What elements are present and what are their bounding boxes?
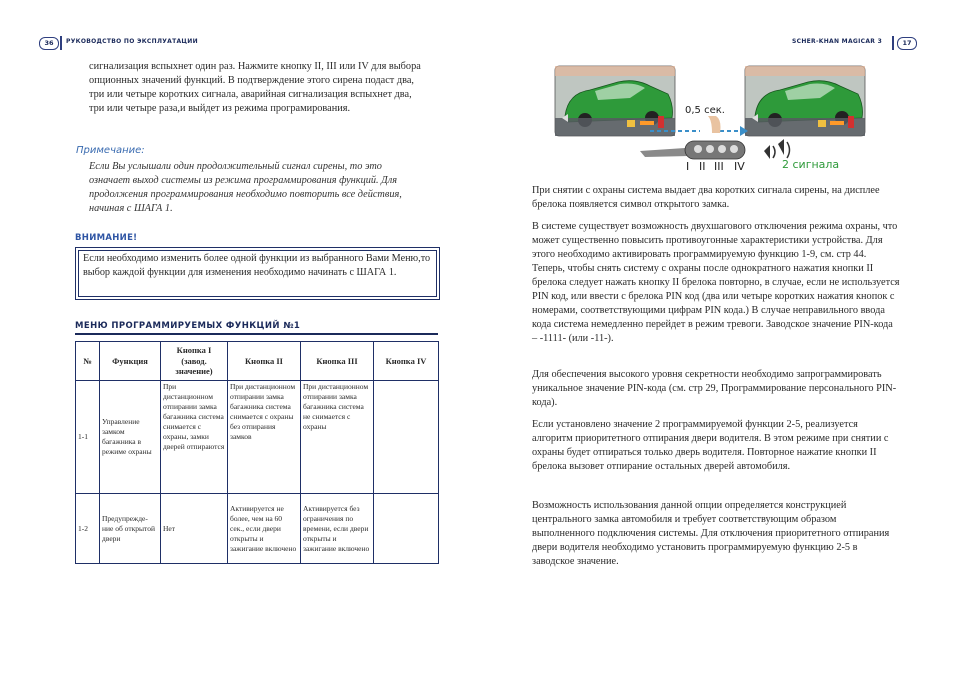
right-page-number: 17 [897, 37, 917, 50]
finger-icon [708, 116, 721, 133]
table-header-row [76, 342, 439, 381]
warning-heading: ВНИМАНИЕ! [75, 233, 138, 243]
siren-icon [764, 139, 790, 159]
table-cell: Предупрежде-ние об открытой двери [100, 494, 161, 564]
menu-heading-underline [75, 333, 438, 335]
menu-heading: МЕНЮ ПРОГРАММИРУЕМЫХ ФУНКЦИЙ №1 [75, 321, 301, 331]
fob-button-label: III [714, 160, 724, 173]
lock-icon [627, 120, 635, 127]
fob-button-label: I [686, 160, 690, 173]
table-cell: Активируется без ограничения по времени, если двери открыты и зажигание включено [301, 494, 374, 564]
header-divider [892, 36, 894, 50]
table-row [76, 381, 439, 494]
functions-table [75, 341, 439, 564]
table-cell [374, 381, 439, 494]
paragraph: Для обеспечения высокого уровня секретности необходимо запрограммировать уникальное значение PIN-кода (см. стр 29, Программирование персонального PIN-кода). [532, 369, 897, 408]
battery-icon [658, 116, 664, 128]
paragraph: Если установлено значение 2 программируемой функции 2-5, реализуется алгоритм приоритетного отпирания двери водителя. В этом режиме при снятии с охраны будет отпираться только дверь водителя. Повторное нажатие кнопки II брелока вызовет отпирание остальных дверей автомобиля. [532, 419, 889, 472]
table-header: № [76, 342, 100, 381]
car-locked-panel [555, 66, 675, 136]
table-cell: 1-2 [76, 494, 100, 564]
paragraph: В системе существует возможность двухшагового отключения режима охраны, что может существенно повысить противоугонные характеристики устройства. Для этого необходимо активировать программируемую функцию 1-9, см. стр 44. Теперь, чтобы снять систему с охраны после однократного нажатия кнопки II брелока следует нажать кнопку II брелока повторно, в случае, если не используется PIN код, или ввести с брелока PIN код (два или четыре коротких нажатия кнопок с номерами, соответствующими цифрам PIN кода.) В случае неправильного ввода кода система немедленно перейдет в режим тревоги. Заводское значение PIN-кода – -1111- (или -11-). [532, 221, 900, 344]
left-page-number: 36 [39, 37, 59, 50]
table-header: Кнопка I (завод. значение) [161, 342, 228, 381]
table-cell: Нет [161, 494, 228, 564]
warning-box [75, 247, 440, 300]
table-cell: Активируется не более, чем на 60 сек., если двери открыты и зажигание включено [228, 494, 301, 564]
table-header: Кнопка III [301, 342, 374, 381]
note-heading: Примечание: [76, 145, 145, 156]
table-header: Кнопка IV [374, 342, 439, 381]
note-text: Если Вы услышали один продолжительный сигнал сирены, то это означает выход системы из режима программирования функций. Для продолжения программирования необходимо повторить все действия, начиная с ШАГА 1. [89, 161, 402, 214]
paragraph: При снятии с охраны система выдает два коротких сигнала сирены, на дисплее брелока появляется символ открытого замка. [532, 185, 880, 210]
table-cell: 1-1 [76, 381, 100, 494]
signal-count-label: 2 сигнала [782, 158, 840, 171]
car-unlocked-panel [745, 66, 865, 136]
table-header: Кнопка II [228, 342, 301, 381]
table-cell: При дистанционном отпирании замка багажника система снимается с охраны, замки дверей отпираются [161, 381, 228, 494]
warning-text: Если необходимо изменить более одной функции из выбранного Вами Меню,то выбор каждой функции для изменения необходимо начинать с ШАГА 1. [78, 250, 437, 297]
left-header-title: РУКОВОДСТВО ПО ЭКСПЛУАТАЦИИ [66, 38, 198, 45]
table-cell [374, 494, 439, 564]
table-cell: При дистанционном отпирании замка багажника система снимается с охраны без отпирания замков [228, 381, 301, 494]
fob-button-label: IV [734, 160, 745, 173]
table-cell: При дистанционном отпирании замка багажника система не снимается с охраны [301, 381, 374, 494]
fob-button-label: II [699, 160, 706, 173]
delay-label: 0,5 сек. [685, 105, 725, 116]
table-cell: Управление замком багажника в режиме охраны [100, 381, 161, 494]
table-row [76, 494, 439, 564]
disarm-illustration [540, 58, 895, 178]
paragraph: Возможность использования данной опции определяется конструкцией центрального замка автомобиля и требует соответствующим образом выполненного подключения системы. Для отключения приоритетного отпирания двери водителя необходимо установить программируемую функцию 2-5 в заводское значение. [532, 500, 890, 567]
unlock-icon [818, 120, 826, 127]
table-header: Функция [100, 342, 161, 381]
right-header-title: SCHER-KHAN MAGICAR 3 [792, 38, 883, 45]
intro-paragraph: сигнализация вспыхнет один раз. Нажмите кнопку II, III или IV для выбора опционных значений функций. В подтверждение этого сирена подаст два, три или четыре коротких сигнала, аварийная сигнализация вспыхнет два, три или четыре раза,и выйдет из режима програмирования. [89, 61, 421, 114]
battery-icon [848, 116, 854, 128]
header-divider [60, 36, 62, 50]
